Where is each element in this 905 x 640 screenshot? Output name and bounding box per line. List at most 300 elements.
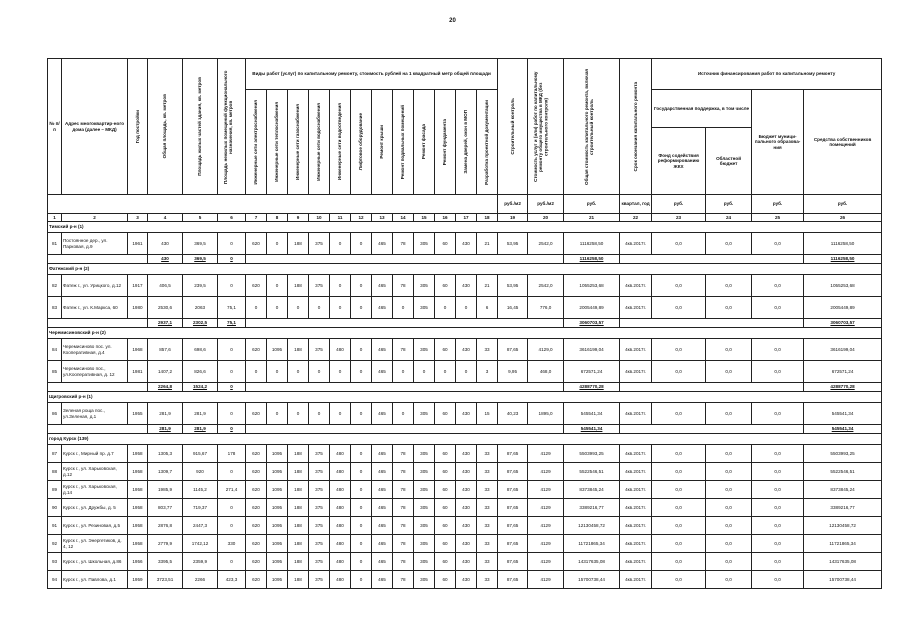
district-title: Щигровский р-н (1) <box>48 392 882 403</box>
table-cell: 620 <box>246 339 267 361</box>
table-cell: 305 <box>414 535 435 553</box>
table-cell: Курск г., Мирный пр. д.7 <box>62 445 128 463</box>
table-row <box>48 339 882 361</box>
table-cell: 1980 <box>128 297 148 319</box>
total-spacer <box>620 319 804 328</box>
table-cell: 4кв.2017г. <box>620 553 652 571</box>
table-cell: 4кв.2017г. <box>620 535 652 553</box>
header-total-area: Общая площадь, кв. метров <box>148 59 183 195</box>
column-number: 12 <box>351 214 372 222</box>
table-cell: 0,0 <box>752 445 804 463</box>
header-total-cost: Общая стоимость капитального ремонта, включая строительный контроль <box>564 59 620 195</box>
column-number: 18 <box>477 214 498 222</box>
table-cell: 4129 <box>528 571 564 589</box>
table-cell: Фатеж г., ул. Урицкого, д.12 <box>62 275 128 297</box>
table-cell: 0,0 <box>652 553 706 571</box>
table-row <box>48 233 882 255</box>
table-cell: 465 <box>372 463 393 481</box>
table-cell: 15700738,44 <box>804 571 882 589</box>
column-number: 16 <box>435 214 456 222</box>
table-cell: 0 <box>218 517 246 535</box>
table-cell: 14317635,08 <box>564 553 620 571</box>
table-cell: 78 <box>393 445 414 463</box>
column-number: 5 <box>183 214 218 222</box>
table-cell: 40,23 <box>498 403 528 425</box>
table-cell: 305 <box>414 499 435 517</box>
total-spacer <box>620 383 804 392</box>
table-row <box>48 499 882 517</box>
table-cell: 60 <box>435 233 456 255</box>
table-cell: 3389216,77 <box>564 499 620 517</box>
table-cell: 239,5 <box>183 275 218 297</box>
table-cell: Курск г., ул. Павлова, д.1 <box>62 571 128 589</box>
table-cell: 620 <box>246 403 267 425</box>
header-num: № п/п <box>48 59 62 195</box>
district-header-row <box>48 328 882 339</box>
table-cell: 2063 <box>183 297 218 319</box>
table-cell: 33 <box>477 445 498 463</box>
table-cell: 430 <box>456 481 477 499</box>
table-cell: 1961 <box>128 233 148 255</box>
table-cell: 2266 <box>183 571 218 589</box>
table-row <box>48 275 882 297</box>
table-cell: 78 <box>393 571 414 589</box>
table-cell: 1985,9 <box>148 481 183 499</box>
table-cell: 620 <box>246 481 267 499</box>
table-cell: 92 <box>48 535 62 553</box>
district-header-row <box>48 222 882 233</box>
table-cell: 0 <box>351 517 372 535</box>
district-title: город Курск (139) <box>48 434 882 445</box>
table-cell: 4кв.2017г. <box>620 481 652 499</box>
table-cell: 60 <box>435 463 456 481</box>
total-cell: 2937,1 <box>148 319 183 328</box>
table-cell: 60 <box>435 517 456 535</box>
table-cell: 93 <box>48 553 62 571</box>
table-cell: 1407,2 <box>148 361 183 383</box>
table-cell: 0 <box>351 403 372 425</box>
table-cell: 78 <box>393 275 414 297</box>
table-cell: 60 <box>435 339 456 361</box>
column-number: 7 <box>246 214 267 222</box>
header-cost-per-m2: Стоимость услуг и (или) работ по капитальному ремонту общего имущества в МКД (без строительного контроля) <box>528 59 564 195</box>
total-spacer <box>48 425 148 434</box>
table-cell: 0,0 <box>652 361 706 383</box>
table-cell: 0,0 <box>706 445 752 463</box>
table-cell: 545541,34 <box>804 403 882 425</box>
table-cell: 84 <box>48 339 62 361</box>
table-cell: 4129,0 <box>528 339 564 361</box>
table-cell: Фатеж г., ул. К.Маркса, 60 <box>62 297 128 319</box>
table-row <box>48 481 882 499</box>
table-cell: 0 <box>351 571 372 589</box>
table-cell: 4кв.2017г. <box>620 463 652 481</box>
table-cell: 0 <box>309 297 330 319</box>
unit-stroy-control: руб./м2 <box>498 195 528 214</box>
header-work-2: Инженерные сети теплоснабжения <box>267 90 288 195</box>
column-number: 15 <box>414 214 435 222</box>
total-spacer <box>620 425 804 434</box>
district-total-row <box>48 425 882 434</box>
table-cell: 480 <box>330 445 351 463</box>
table-cell: 4кв.2017г. <box>620 233 652 255</box>
table-cell: 188 <box>288 571 309 589</box>
table-cell: 0,0 <box>706 553 752 571</box>
table-cell: 305 <box>414 481 435 499</box>
table-cell: 1958 <box>128 535 148 553</box>
table-cell: 305 <box>414 403 435 425</box>
header-owners: Средства собственников помещений <box>804 90 882 195</box>
table-cell: 2447,3 <box>183 517 218 535</box>
table-cell: 2005449,89 <box>804 297 882 319</box>
table-cell: 4129 <box>528 463 564 481</box>
table-cell: 78 <box>393 233 414 255</box>
table-cell: 375 <box>309 339 330 361</box>
table-cell: 0,0 <box>706 463 752 481</box>
table-cell: 1958 <box>128 517 148 535</box>
table-cell: 1145,2 <box>183 481 218 499</box>
column-number: 21 <box>564 214 620 222</box>
unit-regional: руб. <box>706 195 752 214</box>
table-cell: 90 <box>48 499 62 517</box>
total-cell: 545541,34 <box>564 425 620 434</box>
column-number: 26 <box>804 214 882 222</box>
header-municipal: Бюджет муници-пального образова-ния <box>752 90 804 195</box>
unit-cost-per-m2: руб./м2 <box>528 195 564 214</box>
table-cell: 78 <box>393 481 414 499</box>
table-cell: 375 <box>309 445 330 463</box>
table-cell: 330 <box>218 535 246 553</box>
table-cell: 430 <box>456 339 477 361</box>
table-cell: 0,0 <box>652 445 706 463</box>
table-cell: 1981 <box>128 361 148 383</box>
table-cell: 3616199,04 <box>804 339 882 361</box>
total-cell: 369,5 <box>183 255 218 264</box>
table-cell: 430 <box>456 463 477 481</box>
table-cell: 60 <box>435 535 456 553</box>
table-cell: 776,0 <box>528 297 564 319</box>
table-cell: 0 <box>330 275 351 297</box>
district-header-row <box>48 264 882 275</box>
table-cell: 87,65 <box>498 463 528 481</box>
table-cell: 9,95 <box>498 361 528 383</box>
total-cell: 2264,8 <box>148 383 183 392</box>
table-cell: 5503993,25 <box>564 445 620 463</box>
table-cell: 1742,12 <box>183 535 218 553</box>
table-cell: 480 <box>330 481 351 499</box>
table-cell: 0,0 <box>752 571 804 589</box>
table-cell: Черемисиново пос. ул. Кооперативная, д.4 <box>62 339 128 361</box>
column-number: 13 <box>372 214 393 222</box>
table-cell: 0,0 <box>652 403 706 425</box>
table-cell: 465 <box>372 233 393 255</box>
header-work-6: Лифтовое оборудование <box>351 90 372 195</box>
table-cell: 465 <box>372 445 393 463</box>
table-cell: 8373845,24 <box>804 481 882 499</box>
table-cell: 375 <box>309 535 330 553</box>
table-cell: 60 <box>435 445 456 463</box>
column-number: 4 <box>148 214 183 222</box>
table-cell: 0 <box>393 361 414 383</box>
table-cell: 14317635,08 <box>804 553 882 571</box>
table-cell: 468,0 <box>528 361 564 383</box>
table-cell: 60 <box>435 481 456 499</box>
table-cell: 3395,5 <box>148 553 183 571</box>
table-cell: 0,0 <box>652 339 706 361</box>
table-cell: 1955 <box>128 403 148 425</box>
column-number: 9 <box>288 214 309 222</box>
table-cell: Зеленая роща пос., ул.Зеленая, д.1 <box>62 403 128 425</box>
table-cell: 375 <box>309 571 330 589</box>
table-cell: 1116258,50 <box>564 233 620 255</box>
table-cell: 0 <box>435 361 456 383</box>
table-cell: 4кв.2017г. <box>620 297 652 319</box>
table-cell: 0,0 <box>652 535 706 553</box>
table-cell: 0,0 <box>652 517 706 535</box>
table-cell: 86 <box>48 403 62 425</box>
table-cell: 430 <box>456 499 477 517</box>
table-cell: 0 <box>267 233 288 255</box>
header-work-3: Инженерные сети газоснабжения <box>288 90 309 195</box>
table-cell: 281,9 <box>148 403 183 425</box>
total-cell: 2302,5 <box>183 319 218 328</box>
table-cell: 60 <box>435 553 456 571</box>
table-cell: Черемисиново пос., ул.Кооперативная, д. 12 <box>62 361 128 383</box>
table-cell: 5503993,25 <box>804 445 882 463</box>
table-cell: 11721865,34 <box>804 535 882 553</box>
table-cell: 1055253,68 <box>564 275 620 297</box>
table-cell: 0 <box>218 463 246 481</box>
table-row <box>48 361 882 383</box>
table-cell: 305 <box>414 297 435 319</box>
column-number: 1 <box>48 214 62 222</box>
table-cell: 0 <box>218 553 246 571</box>
table-cell: 188 <box>288 535 309 553</box>
table-cell: 0 <box>309 361 330 383</box>
table-cell: 87,65 <box>498 445 528 463</box>
header-address: Адрес многоквартир-ного дома (далее – МКД) <box>62 59 128 195</box>
table-cell: 305 <box>414 571 435 589</box>
table-cell: 465 <box>372 571 393 589</box>
table-cell: 87,65 <box>498 481 528 499</box>
table-cell: 75,1 <box>218 297 246 319</box>
total-spacer <box>48 255 148 264</box>
table-cell: 60 <box>435 499 456 517</box>
table-row <box>48 535 882 553</box>
table-cell: 0 <box>330 297 351 319</box>
table-cell: 12130458,72 <box>804 517 882 535</box>
table-body <box>48 214 882 589</box>
table-cell: 620 <box>246 499 267 517</box>
table-cell: 1958 <box>128 481 148 499</box>
total-cell: 3060703,57 <box>804 319 882 328</box>
column-number: 8 <box>267 214 288 222</box>
table-cell: 480 <box>330 339 351 361</box>
table-cell: 4кв.2017г. <box>620 517 652 535</box>
table-cell: 8373845,24 <box>564 481 620 499</box>
header-year: Год постройки <box>128 59 148 195</box>
capital-repair-register-table <box>47 58 882 589</box>
table-cell: 188 <box>288 481 309 499</box>
header-work-8: Ремонт подвальных помещений <box>393 90 414 195</box>
table-cell: Курск г., ул. Харьковская, д.14 <box>62 481 128 499</box>
table-cell: 0,0 <box>752 275 804 297</box>
table-cell: 1917 <box>128 275 148 297</box>
total-spacer <box>246 319 564 328</box>
table-cell: 2005449,89 <box>564 297 620 319</box>
table-cell: 0 <box>351 499 372 517</box>
total-cell: 0 <box>218 255 246 264</box>
table-cell: 87,65 <box>498 499 528 517</box>
table-cell: 91 <box>48 517 62 535</box>
table-cell: 369,5 <box>183 233 218 255</box>
table-cell: 4129 <box>528 499 564 517</box>
header-nonres-area: Площадь нежилых помещений функционального назначения, кв. метров <box>218 59 246 195</box>
table-cell: 0,0 <box>706 339 752 361</box>
table-cell: 4129 <box>528 553 564 571</box>
table-cell: 1956 <box>128 553 148 571</box>
table-cell: 0,0 <box>752 339 804 361</box>
table-cell: 87,65 <box>498 339 528 361</box>
table-row <box>48 403 882 425</box>
header-deadline: Срок окончания капитального ремонта <box>620 59 652 195</box>
table-cell: 87,65 <box>498 571 528 589</box>
table-cell: 0,0 <box>652 463 706 481</box>
table-cell: 4129 <box>528 481 564 499</box>
table-cell: 480 <box>330 499 351 517</box>
table-cell: 0,0 <box>752 535 804 553</box>
header-stroy-control: Строительный контроль <box>498 59 528 195</box>
table-cell: 430 <box>148 233 183 255</box>
table-cell: Курск г., ул. Дружбы, д. 5 <box>62 499 128 517</box>
table-cell: 12130458,72 <box>564 517 620 535</box>
table-cell: 2359,9 <box>183 553 218 571</box>
table-cell: 375 <box>309 481 330 499</box>
table-cell: 188 <box>288 499 309 517</box>
table-cell: 1095 <box>267 445 288 463</box>
column-number: 24 <box>706 214 752 222</box>
table-cell: 0 <box>351 535 372 553</box>
table-row <box>48 463 882 481</box>
district-total-row <box>48 255 882 264</box>
table-cell: 375 <box>309 275 330 297</box>
table-cell: 88 <box>48 463 62 481</box>
table-cell: 430 <box>456 535 477 553</box>
table-row <box>48 517 882 535</box>
table-cell: 0,0 <box>752 463 804 481</box>
table-cell: 281,9 <box>183 403 218 425</box>
table-cell: 545541,34 <box>564 403 620 425</box>
column-number: 11 <box>330 214 351 222</box>
total-cell: 3060703,57 <box>564 319 620 328</box>
table-cell: 430 <box>456 233 477 255</box>
table-cell: 465 <box>372 535 393 553</box>
header-living-area: Площадь жилых частей здания, кв. метров <box>183 59 218 195</box>
column-number: 25 <box>752 214 804 222</box>
table-cell: 0 <box>351 481 372 499</box>
table-cell: 1959 <box>128 571 148 589</box>
unit-deadline: квартал, год <box>620 195 652 214</box>
column-number: 19 <box>498 214 528 222</box>
total-cell: 1524,2 <box>183 383 218 392</box>
table-cell: 375 <box>309 553 330 571</box>
table-row <box>48 553 882 571</box>
table-cell: 375 <box>309 233 330 255</box>
table-cell: 3389216,77 <box>804 499 882 517</box>
total-cell: 1116258,50 <box>564 255 620 264</box>
table-row <box>48 297 882 319</box>
table-cell: 620 <box>246 445 267 463</box>
table-cell: 920 <box>183 463 218 481</box>
district-title: Тимский р-н (1) <box>48 222 882 233</box>
table-cell: 465 <box>372 339 393 361</box>
table-cell: 2779,9 <box>148 535 183 553</box>
table-cell: 0,0 <box>652 571 706 589</box>
table-row <box>48 445 882 463</box>
table-cell: 33 <box>477 339 498 361</box>
table-cell: 1095 <box>267 517 288 535</box>
table-cell: 1895,0 <box>528 403 564 425</box>
table-cell: 698,6 <box>183 339 218 361</box>
table-cell: 430 <box>456 517 477 535</box>
table-cell: 2542,0 <box>528 275 564 297</box>
table-cell: 0,0 <box>652 275 706 297</box>
table-cell: 0 <box>267 275 288 297</box>
table-cell: 0 <box>288 403 309 425</box>
table-cell: 21 <box>477 233 498 255</box>
total-cell: 75,1 <box>218 319 246 328</box>
total-spacer <box>246 425 564 434</box>
table-cell: 33 <box>477 553 498 571</box>
table-cell: 0 <box>267 403 288 425</box>
table-cell: 1958 <box>128 463 148 481</box>
table-cell: 85 <box>48 361 62 383</box>
table-cell: 1095 <box>267 535 288 553</box>
table-cell: 0 <box>393 297 414 319</box>
units-spacer <box>48 195 498 214</box>
table-cell: 5522546,51 <box>564 463 620 481</box>
table-cell: 430 <box>456 275 477 297</box>
table-cell: 0,0 <box>752 297 804 319</box>
header-works-group: Виды работ (услуг) по капитальному ремонту, стоимость рублей на 1 квадратный метр общей площади <box>246 59 498 90</box>
table-cell: 78 <box>393 517 414 535</box>
table-cell: 0 <box>267 297 288 319</box>
table-cell: 0,0 <box>652 481 706 499</box>
table-cell: 0 <box>456 297 477 319</box>
table-cell: 0,0 <box>706 535 752 553</box>
table-cell: 0 <box>309 403 330 425</box>
table-cell: 719,37 <box>183 499 218 517</box>
table-cell: 0,0 <box>706 499 752 517</box>
table-cell: 0,0 <box>652 233 706 255</box>
table-cell: 0 <box>456 361 477 383</box>
table-cell: 87,65 <box>498 535 528 553</box>
table-cell: 1095 <box>267 339 288 361</box>
table-cell: 0 <box>435 297 456 319</box>
table-cell: 60 <box>435 571 456 589</box>
table-cell: 53,95 <box>498 275 528 297</box>
table-cell: 620 <box>246 463 267 481</box>
table-cell: 480 <box>330 535 351 553</box>
column-number-row <box>48 214 882 222</box>
table-cell: 480 <box>330 571 351 589</box>
table-cell: 0 <box>246 297 267 319</box>
table-cell: 0 <box>218 233 246 255</box>
table-cell: 188 <box>288 463 309 481</box>
table-cell: 620 <box>246 517 267 535</box>
table-cell: 0 <box>351 463 372 481</box>
table-cell: 4кв.2017г. <box>620 361 652 383</box>
